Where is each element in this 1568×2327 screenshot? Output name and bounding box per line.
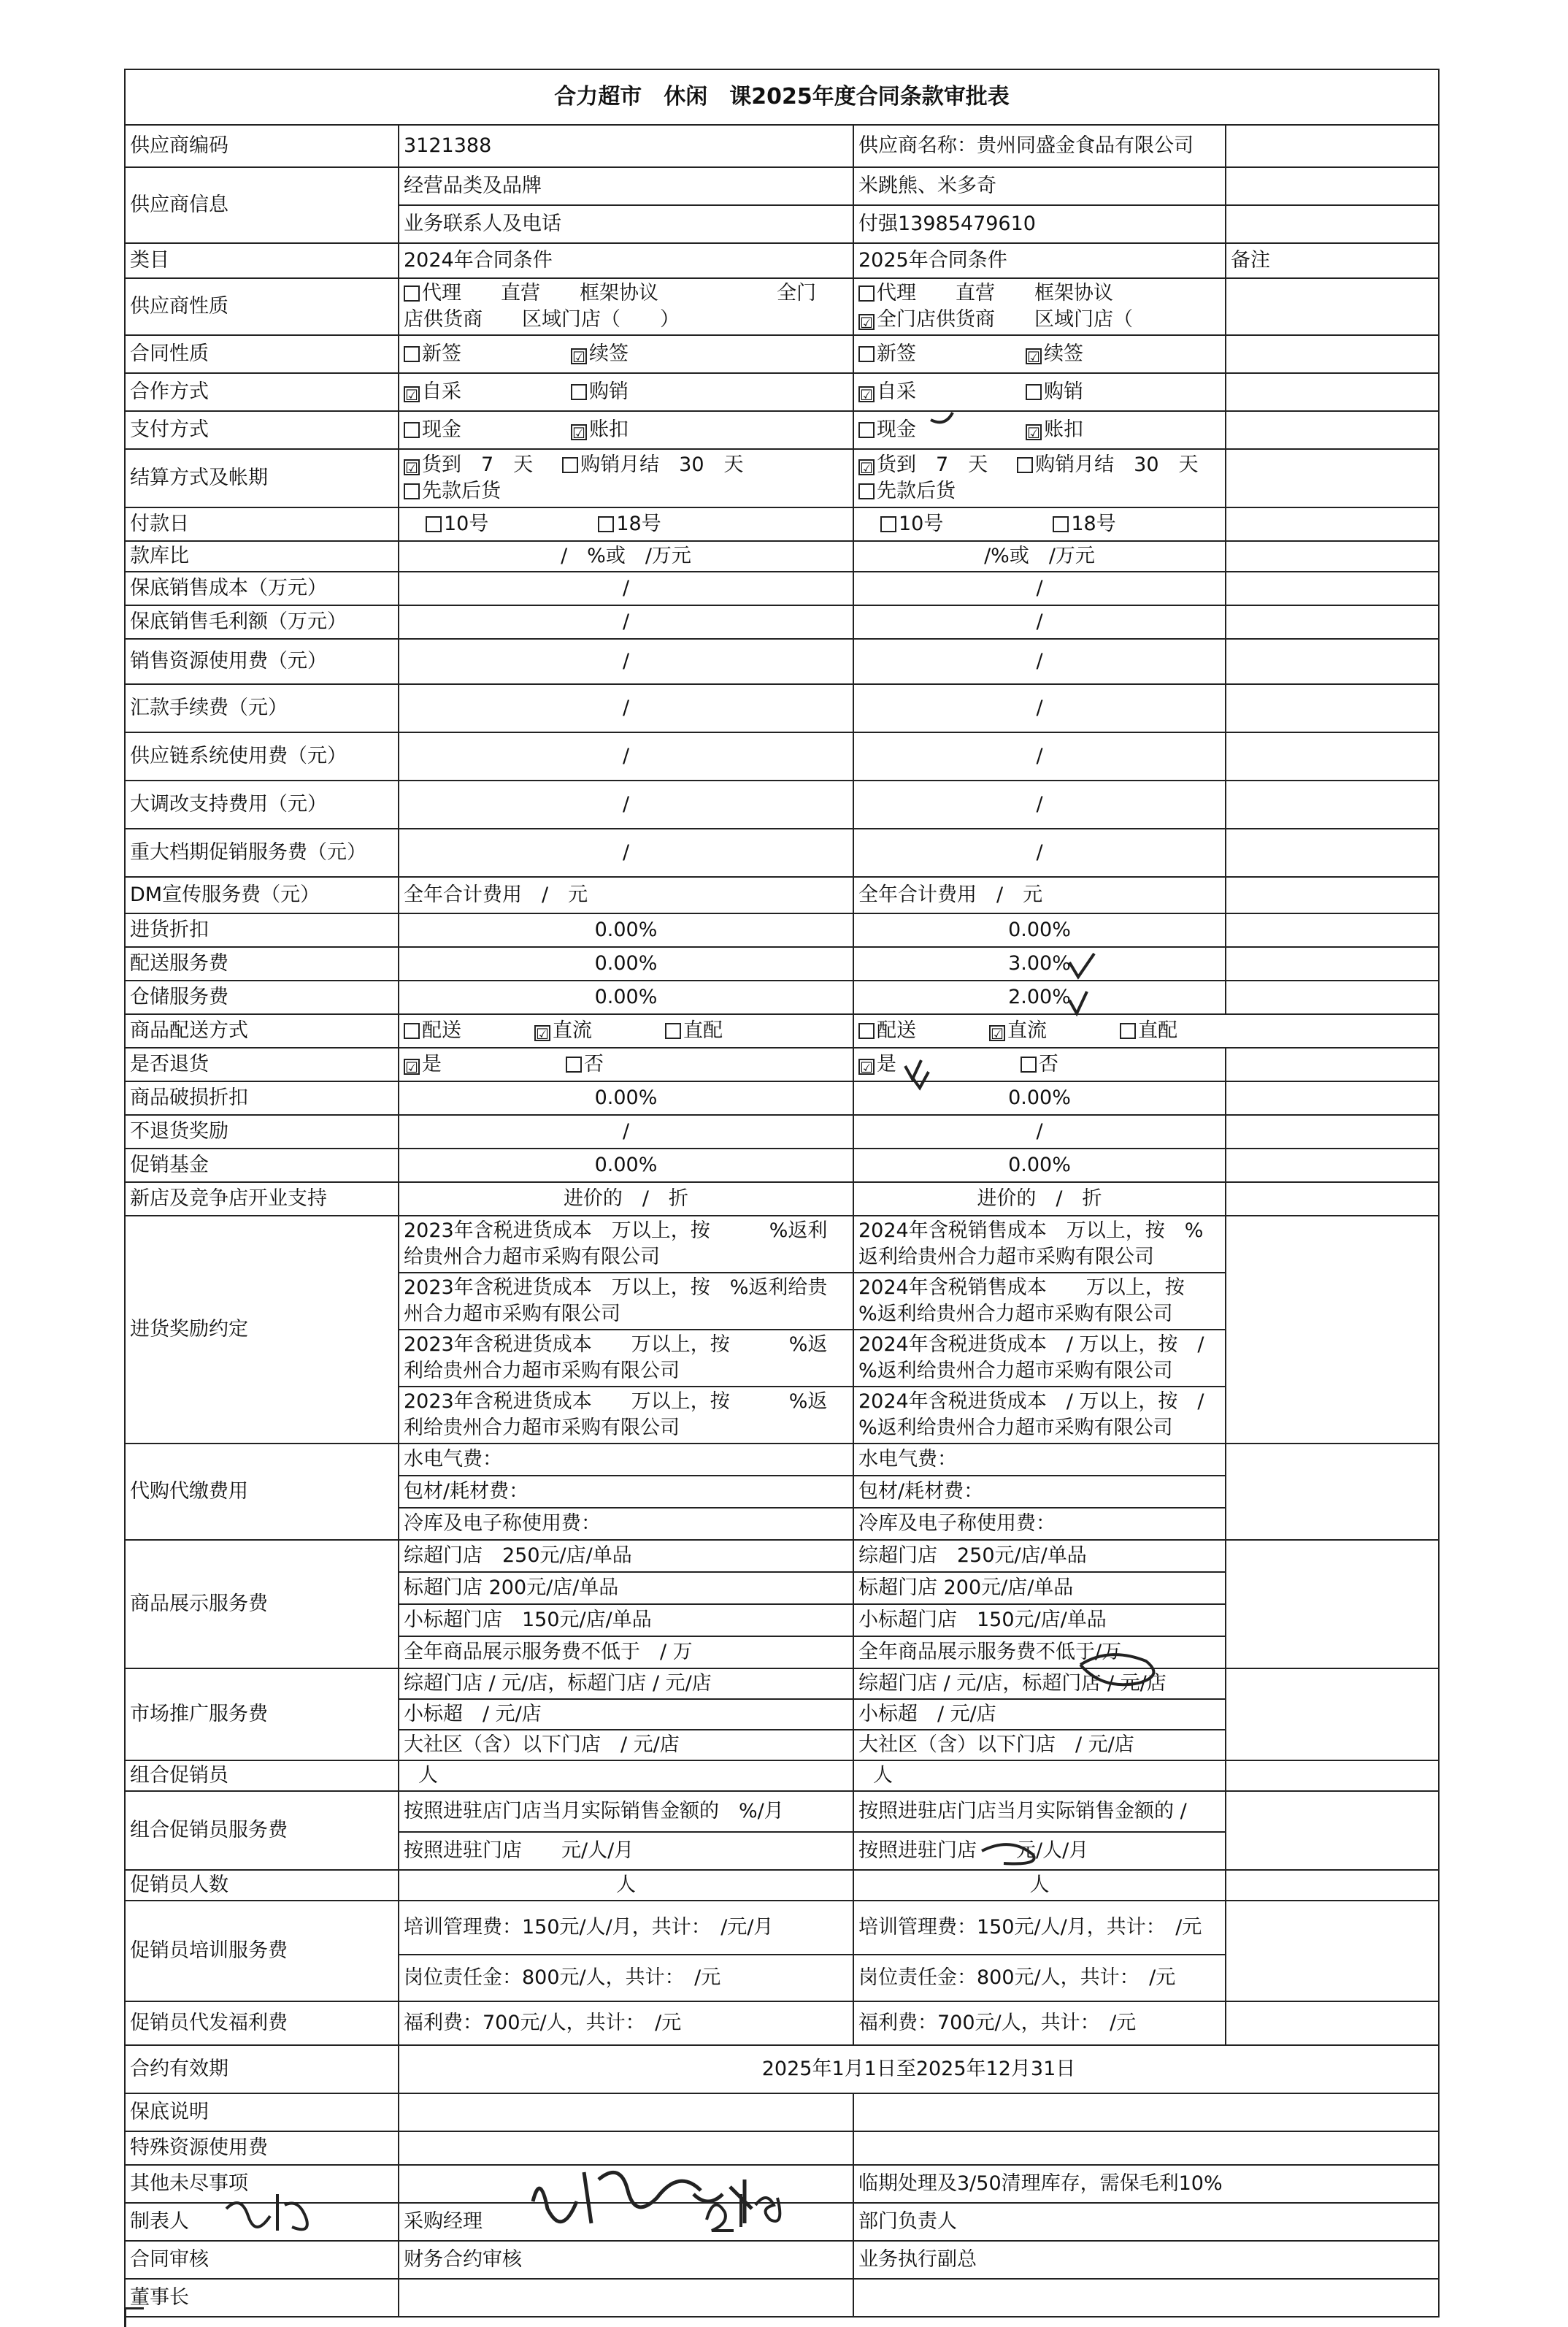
nature-2025-line2: 全门店供货商 区域门店（ — [877, 308, 1133, 331]
opt-on-arrival: 货到 7 天 — [422, 453, 534, 476]
reward-text: %返利给贵州合力超市采购有限公司 — [858, 1303, 1173, 1325]
delivery-fee-2024: 0.00% — [399, 947, 853, 981]
brand-value: 米跳熊、米多奇 — [853, 167, 1226, 205]
form-title: 合力超市 休闲 课2025年度合同条款审批表 — [125, 69, 1439, 125]
checked-box-icon: ☑ — [858, 314, 875, 330]
opt-distribute: 配送 — [422, 1019, 461, 1042]
label-renovation-fee: 大调改支持费用（元） — [125, 781, 399, 829]
resource-fee-2024: / — [399, 639, 853, 684]
label-dm-fee: DM宣传服务费（元） — [125, 877, 399, 913]
market-2025-1: 综超门店 / 元/店，标超门店 / 元/店 — [853, 1668, 1226, 1699]
circle-mark — [982, 1844, 1034, 1863]
opt-distribute: 配送 — [877, 1019, 916, 1042]
label-special-resource: 特殊资源使用费 — [125, 2131, 399, 2165]
label-promo-fund: 促销基金 — [125, 1149, 399, 1182]
reward-text: 2023年含税进货成本 万以上，按 %返 — [404, 1390, 828, 1413]
check-mark — [1069, 992, 1087, 1013]
training-2025-b: 岗位责任金：800元/人，共计： /元 — [853, 1955, 1226, 2001]
display-2024-hyper: 综超门店 250元/店/单品 — [399, 1540, 853, 1572]
promo-fee-2024: / — [399, 829, 853, 877]
purchase-manager-label: 采购经理 — [399, 2203, 853, 2241]
promo-fund-2024: 0.00% — [399, 1149, 853, 1182]
dept-head-label: 部门负责人 — [853, 2203, 1439, 2241]
checked-box-icon: ☑ — [858, 386, 875, 402]
guarantee-cost-2024: / — [399, 572, 853, 605]
dm-fee-2024: 全年合计费用 / 元 — [399, 877, 853, 913]
display-2025-standard: 标超门店 200元/店/单品 — [853, 1572, 1226, 1604]
training-2024-b: 岗位责任金：800元/人，共计： /元 — [399, 1955, 853, 2001]
checked-box-icon: ☑ — [1026, 348, 1042, 364]
display-2024-standard: 标超门店 200元/店/单品 — [399, 1572, 853, 1604]
opt-cash: 现金 — [422, 418, 461, 441]
label-guarantee-margin: 保底销售毛利额（万元） — [125, 605, 399, 639]
ratio-2024: / %或 /万元 — [399, 541, 853, 572]
supplier-code-value: 3121388 — [399, 125, 853, 167]
reward-text: 2024年含税进货成本 / 万以上，按 / — [858, 1333, 1204, 1356]
label-storage-fee: 仓储服务费 — [125, 981, 399, 1014]
training-2025-a: 培训管理费：150元/人/月，共计： /元 — [853, 1901, 1226, 1955]
label-resource-fee: 销售资源使用费（元） — [125, 639, 399, 684]
renovation-fee-2024: / — [399, 781, 853, 829]
label-pay-day: 付款日 — [125, 507, 399, 541]
opt-buy-sell: 购销 — [589, 380, 629, 403]
reward-text: 2024年含税销售成本 万以上，按 — [858, 1276, 1185, 1299]
label-returnable: 是否退货 — [125, 1048, 399, 1081]
nature-2024-line2: 店供货商 区域门店（ ） — [404, 308, 680, 331]
opt-10th: 10号 — [444, 513, 489, 535]
opt-cash: 现金 — [877, 418, 916, 441]
reward-text: %返利给贵州合力超市采购有限公司 — [858, 1360, 1173, 1382]
label-new-store: 新店及竞争店开业支持 — [125, 1182, 399, 1216]
label-guarantee-note: 保底说明 — [125, 2093, 399, 2131]
contact-value: 付强13985479610 — [853, 205, 1226, 243]
market-2024-2: 小标超 / 元/店 — [399, 1699, 853, 1730]
dm-fee-2025: 全年合计费用 / 元 — [853, 877, 1226, 913]
label-category: 类目 — [125, 243, 399, 278]
opt-yes: 是 — [422, 1053, 442, 1076]
promo-fund-2025: 0.00% — [853, 1149, 1226, 1182]
market-2024-1: 综超门店 / 元/店，标超门店 / 元/店 — [399, 1668, 853, 1699]
damage-discount-2024: 0.00% — [399, 1081, 853, 1115]
nature-2024-line1: 代理 直营 框架协议 全门 — [422, 282, 816, 304]
new-store-2025: 进价的 / 折 — [853, 1182, 1226, 1216]
opt-monthly: 购销月结 30 天 — [1035, 453, 1199, 476]
label-combo-promoter-fee: 组合促销员服务费 — [125, 1791, 399, 1870]
supply-chain-fee-2025: / — [853, 732, 1226, 781]
reward-text: 2024年含税销售成本 万以上，按 % — [858, 1219, 1204, 1242]
market-2025-2: 小标超 / 元/店 — [853, 1699, 1226, 1730]
label-ratio: 款库比 — [125, 541, 399, 572]
label-supply-chain-fee: 供应链系统使用费（元） — [125, 732, 399, 781]
opt-18th: 18号 — [1071, 513, 1116, 535]
label-promoter-welfare: 促销员代发福利费 — [125, 2001, 399, 2045]
welfare-2025: 福利费：700元/人，共计： /元 — [853, 2001, 1226, 2045]
reward-text: 利给贵州合力超市采购有限公司 — [404, 1360, 680, 1382]
manager-signature-date — [701, 2183, 788, 2234]
market-2024-3: 大社区（含）以下门店 / 元/店 — [399, 1730, 853, 1760]
vp-label: 业务执行副总 — [853, 2241, 1439, 2279]
opt-direct-flow: 直流 — [1007, 1019, 1047, 1042]
training-2024-a: 培训管理费：150元/人/月，共计： /元/月 — [399, 1901, 853, 1955]
opt-no: 否 — [584, 1053, 604, 1076]
agency-2024-utility: 水电气费： — [399, 1444, 853, 1476]
opt-direct-deliver: 直配 — [1138, 1019, 1177, 1042]
opt-buy-sell: 购销 — [1044, 380, 1083, 403]
label-display-fee: 商品展示服务费 — [125, 1540, 399, 1668]
opt-prepay: 先款后货 — [422, 480, 501, 502]
label-supplier-info: 供应商信息 — [125, 167, 399, 243]
label-chairman: 董事长 — [125, 2279, 399, 2317]
label-settlement: 结算方式及帐期 — [125, 449, 399, 507]
reward-text: 给贵州合力超市采购有限公司 — [404, 1246, 660, 1268]
agency-2025-cold: 冷库及电子称使用费： — [853, 1508, 1226, 1540]
unit-person: 人 — [418, 1764, 438, 1787]
combo-fee-2024-b: 按照进驻门店 元/人/月 — [399, 1832, 853, 1870]
brand-label: 经营品类及品牌 — [399, 167, 853, 205]
promoter-count-2024: 人 — [399, 1870, 853, 1901]
nature-2025-line1: 代理 直营 框架协议 — [877, 282, 1113, 304]
discount-2024: 0.00% — [399, 913, 853, 947]
ratio-2025: /%或 /万元 — [853, 541, 1226, 572]
label-promoter-training: 促销员培训服务费 — [125, 1901, 399, 2001]
validity-value: 2025年1月1日至2025年12月31日 — [399, 2045, 1439, 2093]
guarantee-margin-2025: / — [853, 605, 1226, 639]
combo-fee-2024-a: 按照进驻店门店当月实际销售金额的 %/月 — [399, 1791, 853, 1832]
checked-box-icon: ☑ — [404, 1059, 420, 1075]
reward-text: 返利给贵州合力超市采购有限公司 — [858, 1246, 1154, 1268]
display-2024-total: 全年商品展示服务费不低于 / 万 — [399, 1636, 853, 1668]
combo-fee-2025-a: 按照进驻店门店当月实际销售金额的 / — [853, 1791, 1226, 1832]
opt-renew: 续签 — [1044, 342, 1083, 365]
label-audit: 合同审核 — [125, 2241, 399, 2279]
agency-2024-material: 包材/耗材费： — [399, 1476, 853, 1508]
agency-2025-utility: 水电气费： — [853, 1444, 1226, 1476]
label-market-fee: 市场推广服务费 — [125, 1668, 399, 1760]
opt-18th: 18号 — [616, 513, 661, 535]
supplier-name: 供应商名称：贵州同盛金食品有限公司 — [853, 125, 1226, 167]
checked-box-icon: ☑ — [858, 1059, 875, 1075]
label-promoter-count: 促销员人数 — [125, 1870, 399, 1901]
checked-box-icon: ☑ — [404, 459, 420, 475]
page-corner-mark — [124, 2307, 144, 2327]
opt-direct-deliver: 直配 — [683, 1019, 723, 1042]
opt-prepay: 先款后货 — [877, 480, 956, 502]
label-agency-fee: 代购代缴费用 — [125, 1444, 399, 1540]
discount-2025: 0.00% — [853, 913, 1226, 947]
label-preparer: 制表人 — [125, 2203, 399, 2241]
promoter-count-2025: 人 — [853, 1870, 1226, 1901]
remit-fee-2024: / — [399, 684, 853, 732]
checked-box-icon: ☑ — [571, 348, 587, 364]
label-cooperation: 合作方式 — [125, 373, 399, 411]
display-2024-small: 小标超门店 150元/店/单品 — [399, 1604, 853, 1636]
checked-box-icon: ☑ — [571, 424, 587, 440]
label-guarantee-cost: 保底销售成本（万元） — [125, 572, 399, 605]
label-remit-fee: 汇款手续费（元） — [125, 684, 399, 732]
opt-yes: 是 — [877, 1053, 896, 1076]
checked-box-icon: ☑ — [989, 1025, 1005, 1041]
label-other: 其他未尽事项 — [125, 2165, 399, 2203]
opt-deduct: 账扣 — [589, 418, 629, 441]
supply-chain-fee-2024: / — [399, 732, 853, 781]
reward-text: 2024年含税进货成本 / 万以上，按 / — [858, 1390, 1204, 1413]
remark-header: 备注 — [1226, 243, 1439, 278]
reward-text: %返利给贵州合力超市采购有限公司 — [858, 1416, 1173, 1439]
label-reward: 进货奖励约定 — [125, 1216, 399, 1444]
opt-new: 新签 — [422, 342, 461, 365]
checked-box-icon: ☑ — [404, 386, 420, 402]
check-mark — [905, 1060, 921, 1079]
label-delivery-mode: 商品配送方式 — [125, 1014, 399, 1048]
opt-self-purchase: 自采 — [877, 380, 916, 403]
label-damage-discount: 商品破损折扣 — [125, 1081, 399, 1115]
label-promo-fee: 重大档期促销服务费（元） — [125, 829, 399, 877]
opt-on-arrival: 货到 7 天 — [877, 453, 988, 476]
storage-fee-2025: 2.00% — [853, 981, 1226, 1014]
underline-stroke — [931, 413, 953, 422]
remit-fee-2025: / — [853, 684, 1226, 732]
unit-person: 人 — [873, 1764, 893, 1787]
checked-box-icon: ☑ — [858, 459, 875, 475]
checked-box-icon: ☑ — [534, 1025, 550, 1041]
label-discount: 进货折扣 — [125, 913, 399, 947]
reward-text: 2023年含税进货成本 万以上，按 %返利给贵 — [404, 1276, 828, 1299]
label-validity: 合约有效期 — [125, 2045, 399, 2093]
finance-audit-label: 财务合约审核 — [399, 2241, 853, 2279]
reward-text: 2023年含税进货成本 万以上，按 %返利 — [404, 1219, 828, 1242]
opt-renew: 续签 — [589, 342, 629, 365]
label-no-return-reward: 不退货奖励 — [125, 1115, 399, 1149]
opt-deduct: 账扣 — [1044, 418, 1083, 441]
label-delivery-fee: 配送服务费 — [125, 947, 399, 981]
display-2025-total: 全年商品展示服务费不低于/万 — [853, 1636, 1226, 1668]
reward-text: 2023年含税进货成本 万以上，按 %返 — [404, 1333, 828, 1356]
other-value: 临期处理及3/50清理库存，需保毛利10% — [853, 2165, 1439, 2203]
col-2025-header: 2025年合同条件 — [853, 243, 1226, 278]
label-supplier-code: 供应商编码 — [125, 125, 399, 167]
reward-text: 利给贵州合力超市采购有限公司 — [404, 1416, 680, 1439]
guarantee-margin-2024: / — [399, 605, 853, 639]
storage-fee-2024: 0.00% — [399, 981, 853, 1014]
agency-2025-material: 包材/耗材费： — [853, 1476, 1226, 1508]
display-2025-hyper: 综超门店 250元/店/单品 — [853, 1540, 1226, 1572]
welfare-2024: 福利费：700元/人，共计： /元 — [399, 2001, 853, 2045]
delivery-fee-2025: 3.00% — [853, 947, 1226, 981]
guarantee-cost-2025: / — [853, 572, 1226, 605]
contact-label: 业务联系人及电话 — [399, 205, 853, 243]
agency-2024-cold: 冷库及电子称使用费： — [399, 1508, 853, 1540]
opt-new: 新签 — [877, 342, 916, 365]
preparer-signature — [219, 2187, 321, 2238]
no-return-reward-2024: / — [399, 1115, 853, 1149]
circle-mark — [1080, 1655, 1153, 1684]
promo-fee-2025: / — [853, 829, 1226, 877]
damage-discount-2025: 0.00% — [853, 1081, 1226, 1115]
check-mark — [1069, 954, 1094, 977]
no-return-reward-2025: / — [853, 1115, 1226, 1149]
reward-text: 州合力超市采购有限公司 — [404, 1303, 620, 1325]
opt-no: 否 — [1039, 1053, 1058, 1076]
label-combo-promoter: 组合促销员 — [125, 1760, 399, 1791]
new-store-2024: 进价的 / 折 — [399, 1182, 853, 1216]
market-2025-3: 大社区（含）以下门店 / 元/店 — [853, 1730, 1226, 1760]
opt-monthly: 购销月结 30 天 — [580, 453, 744, 476]
combo-fee-2025-b: 按照进驻门店 元/人/月 — [853, 1832, 1226, 1870]
label-supplier-nature: 供应商性质 — [125, 278, 399, 335]
col-2024-header: 2024年合同条件 — [399, 243, 853, 278]
label-payment: 支付方式 — [125, 411, 399, 449]
opt-direct-flow: 直流 — [553, 1019, 592, 1042]
resource-fee-2025: / — [853, 639, 1226, 684]
checked-box-icon: ☑ — [1026, 424, 1042, 440]
opt-self-purchase: 自采 — [422, 380, 461, 403]
renovation-fee-2025: / — [853, 781, 1226, 829]
opt-10th: 10号 — [899, 513, 944, 535]
label-contract-nature: 合同性质 — [125, 335, 399, 373]
display-2025-small: 小标超门店 150元/店/单品 — [853, 1604, 1226, 1636]
